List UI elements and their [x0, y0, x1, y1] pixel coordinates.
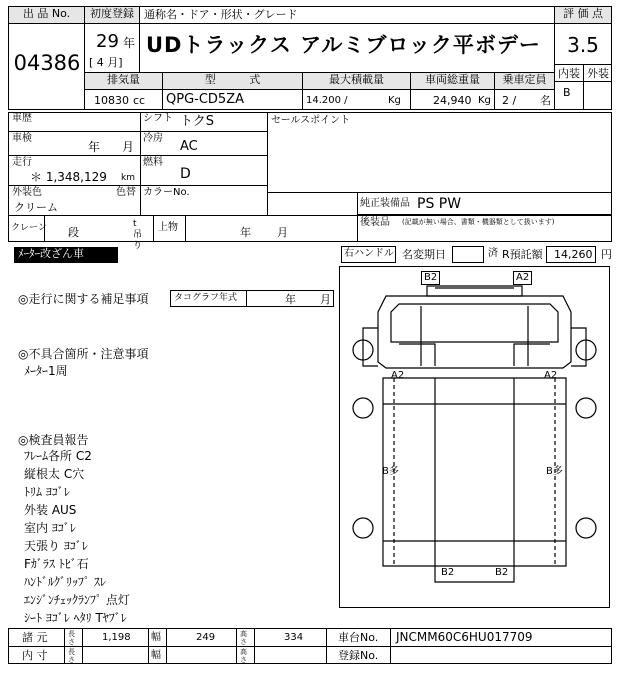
inspector-line: Fｶﾞﾗｽ ﾄﾋﾞ石: [24, 557, 89, 571]
damage-mark-a2-right: A2: [544, 370, 558, 381]
inspector-line: 外装 AUS: [24, 503, 77, 517]
tax-label: 済: [488, 248, 498, 259]
fuel-value: D: [180, 166, 191, 182]
recycle-value: 14,260: [554, 248, 593, 261]
recycle-label: R預託額: [502, 248, 543, 261]
first-reg-label: 初度登録: [85, 7, 139, 23]
fuel-label: 燃料: [143, 157, 163, 168]
length-label: 長さ: [68, 630, 75, 646]
damage-mark-a2-front: A2: [513, 271, 532, 285]
inner-height-label: 高さ: [240, 648, 247, 664]
capacity-label: 乗車定員: [495, 73, 554, 89]
recycle-unit: 円: [601, 248, 612, 261]
aftermarket-note: (記載が無い場合、書類・機器類として扱います): [402, 218, 555, 226]
inspector-line: ｴﾝｼﾞﾝﾁｪｯｸﾗﾝﾌﾟ 点灯: [24, 593, 130, 607]
name-change-box: [452, 246, 484, 263]
model-value: QPG-CD5ZA: [166, 92, 244, 107]
tacho-month-unit: 月: [320, 293, 331, 306]
color-no-label: カラーNo.: [143, 187, 190, 198]
dims-label: 諸 元: [22, 631, 48, 644]
chassis-label: 車台No.: [338, 631, 379, 644]
name-change-label: 名変期日: [402, 248, 446, 261]
meter-banner: ﾒｰﾀｰ改ざん車: [14, 247, 118, 263]
interior-label: 内装: [558, 67, 580, 80]
first-reg-year-unit: 年: [123, 36, 136, 50]
mileage-unit: km: [121, 173, 135, 183]
height-value: 334: [284, 632, 304, 643]
gross-weight-unit: Kg: [478, 95, 491, 106]
right-handle: 右ハンドル: [344, 248, 394, 259]
equipment-value: PS PW: [417, 196, 462, 212]
damage-mark-a2-left: A2: [391, 370, 405, 381]
width-label: 幅: [151, 632, 161, 643]
capacity-unit: 名: [540, 94, 551, 107]
capacity-value: 2 /: [502, 94, 517, 107]
crane-label: クレーン: [11, 223, 47, 233]
ext-color-value: クリーム: [14, 201, 58, 214]
chassis-value: JNCMM60C6HU017709: [396, 630, 533, 644]
defects-line: ﾒｰﾀｰ1周: [24, 364, 68, 378]
equipment-label: 純正装備品: [360, 198, 410, 209]
damage-mark-bta-left: B多: [382, 466, 399, 477]
ac-label: 冷房: [143, 133, 163, 144]
inspection-month-unit: 月: [122, 140, 135, 154]
inspector-line: ﾌﾚｰﾑ各所 C2: [24, 449, 92, 463]
crane-ton-unit: t 吊り: [133, 219, 143, 251]
max-load-label: 最大積載量: [303, 73, 410, 89]
upper-label: 上物: [158, 222, 178, 233]
inspector-line: ﾊﾝﾄﾞﾙｸﾞﾘｯﾌﾟ ｽﾚ: [24, 575, 106, 589]
vehicle-name: UDトラックス アルミブロック平ボデー: [146, 33, 541, 57]
inspector-line: 縦根太 C穴: [24, 467, 85, 481]
mileage-value: ＊ 1,348,129: [30, 170, 107, 184]
sales-point-label: セールスポイント: [271, 115, 351, 126]
crane-stage-unit: 段: [68, 226, 79, 239]
inspector-line: 室内 ﾖｺﾞﾚ: [24, 521, 76, 535]
defects-title: ◎不具合箇所・注意事項: [18, 347, 149, 361]
exterior-label: 外装: [587, 67, 609, 80]
max-load-value: 14.200 /: [306, 95, 348, 106]
inner-width-label: 幅: [151, 650, 161, 661]
upper-month-unit: 月: [277, 226, 288, 239]
max-load-unit: Kg: [388, 95, 401, 106]
width-value: 249: [196, 632, 216, 643]
rating-value: 3.5: [567, 33, 599, 57]
damage-mark-b2-rear-right: B2: [495, 567, 509, 578]
inspection-label: 車検: [12, 133, 32, 144]
model-label: 型 式: [163, 73, 302, 89]
history-label: 車歴: [12, 113, 32, 124]
lot-label: 出 品 No.: [9, 7, 84, 23]
tacho-year-unit: 年: [285, 293, 296, 306]
first-reg-year: 29: [96, 31, 119, 52]
ac-value: AC: [180, 139, 198, 154]
gross-weight-label: 車両総重量: [411, 73, 494, 89]
tacho-label: タコグラフ年式: [174, 293, 238, 303]
length-value: 1,198: [102, 632, 131, 643]
lot-number: 04386: [13, 51, 81, 75]
inner-label: 内 寸: [22, 649, 48, 662]
inspector-line: 天張り ﾖｺﾞﾚ: [24, 539, 88, 553]
displacement-unit: cc: [133, 94, 146, 107]
shift-value: トクS: [180, 114, 214, 129]
truck-diagram: [339, 266, 610, 608]
displacement-label: 排気量: [85, 73, 162, 89]
height-label: 高さ: [240, 630, 247, 646]
vehicle-name-label: 通称名・ドア・形状・グレード: [144, 8, 298, 21]
inspector-line: ｼｰﾄ ﾖｺﾞﾚ ﾍﾀﾘ Tﾔﾌﾞﾚ: [24, 611, 127, 625]
mileage-label: 走行: [12, 157, 32, 168]
damage-mark-b2-rear-left: B2: [441, 567, 455, 578]
first-reg-month: [ 4 月]: [89, 56, 123, 69]
aftermarket-label: 後装品: [360, 217, 390, 228]
ext-color-label: 外装色: [12, 187, 42, 198]
inspection-year-unit: 年: [88, 140, 101, 154]
color-no-short: 色替: [116, 187, 136, 198]
rating-label: 評 価 点: [555, 7, 611, 23]
damage-mark-b2-front: B2: [421, 271, 440, 285]
inner-length-label: 長さ: [68, 648, 75, 664]
interior-grade: B: [563, 86, 571, 99]
inspector-title: ◎検査員報告: [18, 433, 89, 447]
driving-notes-title: ◎走行に関する補足事項: [18, 292, 149, 306]
displacement-value: 10830: [94, 94, 129, 107]
shift-label: シフト: [143, 113, 173, 124]
upper-year-unit: 年: [240, 226, 251, 239]
reg-label: 登録No.: [338, 649, 379, 662]
damage-mark-bta-right: B多: [546, 466, 563, 477]
inspector-line: ﾄﾘﾑ ﾖｺﾞﾚ: [24, 485, 70, 499]
gross-weight-value: 24,940: [433, 94, 472, 107]
